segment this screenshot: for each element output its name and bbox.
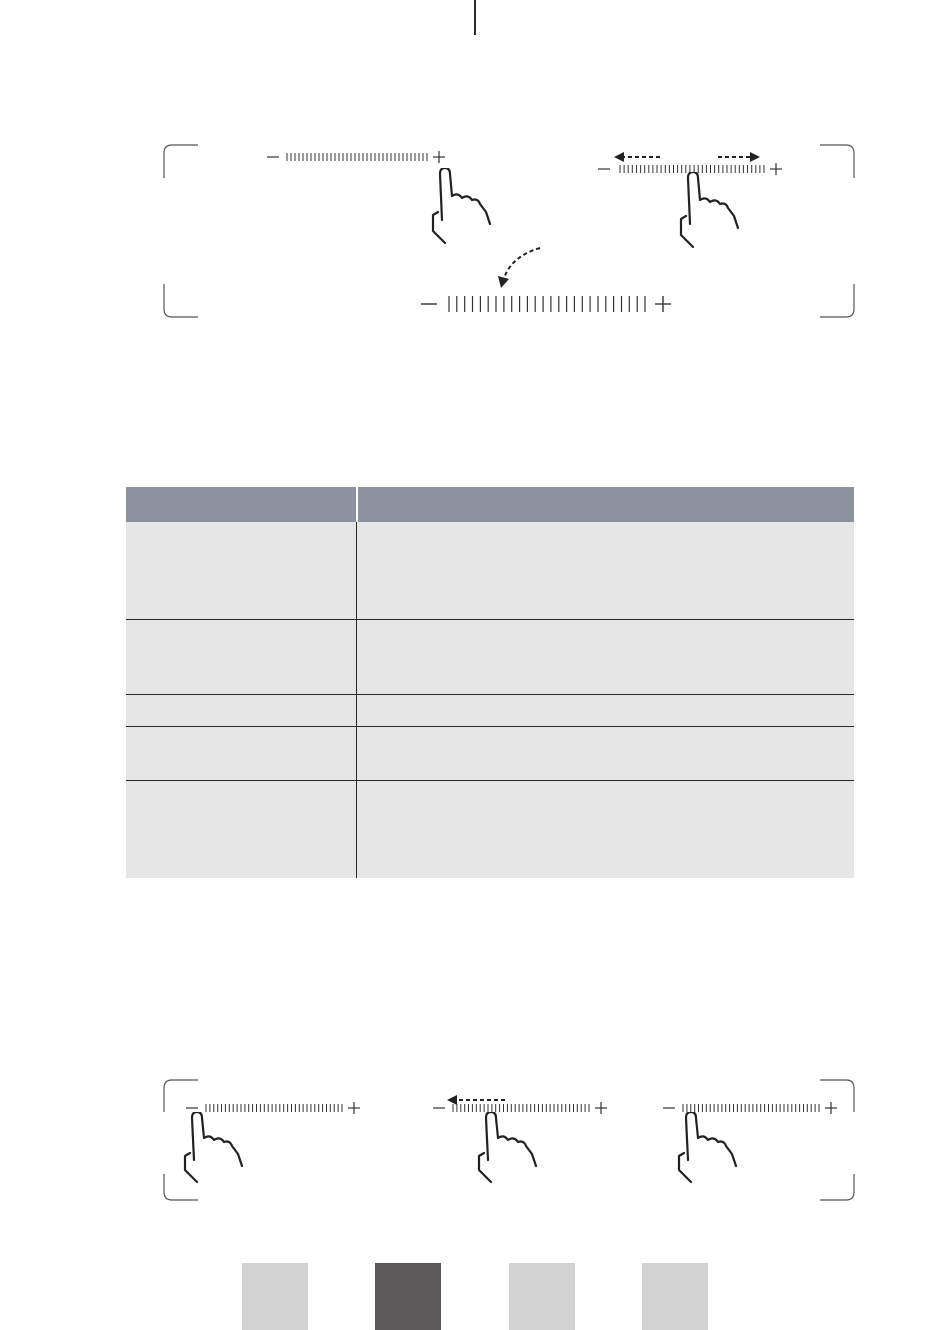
pointing-hand-icon (676, 172, 746, 248)
header-column-separator (356, 487, 358, 522)
figure-slider-steps (0, 1060, 950, 1220)
table-row (126, 695, 854, 726)
table-row (126, 620, 854, 694)
table-header (126, 487, 854, 522)
page-tab-3[interactable] (509, 1263, 575, 1330)
table-row (126, 522, 854, 619)
page-tab-2-active[interactable] (375, 1263, 441, 1330)
pointing-hand-icon (428, 168, 498, 244)
pointing-hand-icon (180, 1112, 250, 1188)
page-tab-4[interactable] (642, 1263, 708, 1330)
table-body (126, 522, 854, 878)
pointing-hand-icon (474, 1112, 544, 1188)
figure-swipe-slider (0, 0, 950, 340)
page-tab-1[interactable] (242, 1263, 308, 1330)
table-row (126, 781, 854, 878)
pointing-hand-icon (674, 1112, 744, 1188)
table-row (126, 727, 854, 780)
